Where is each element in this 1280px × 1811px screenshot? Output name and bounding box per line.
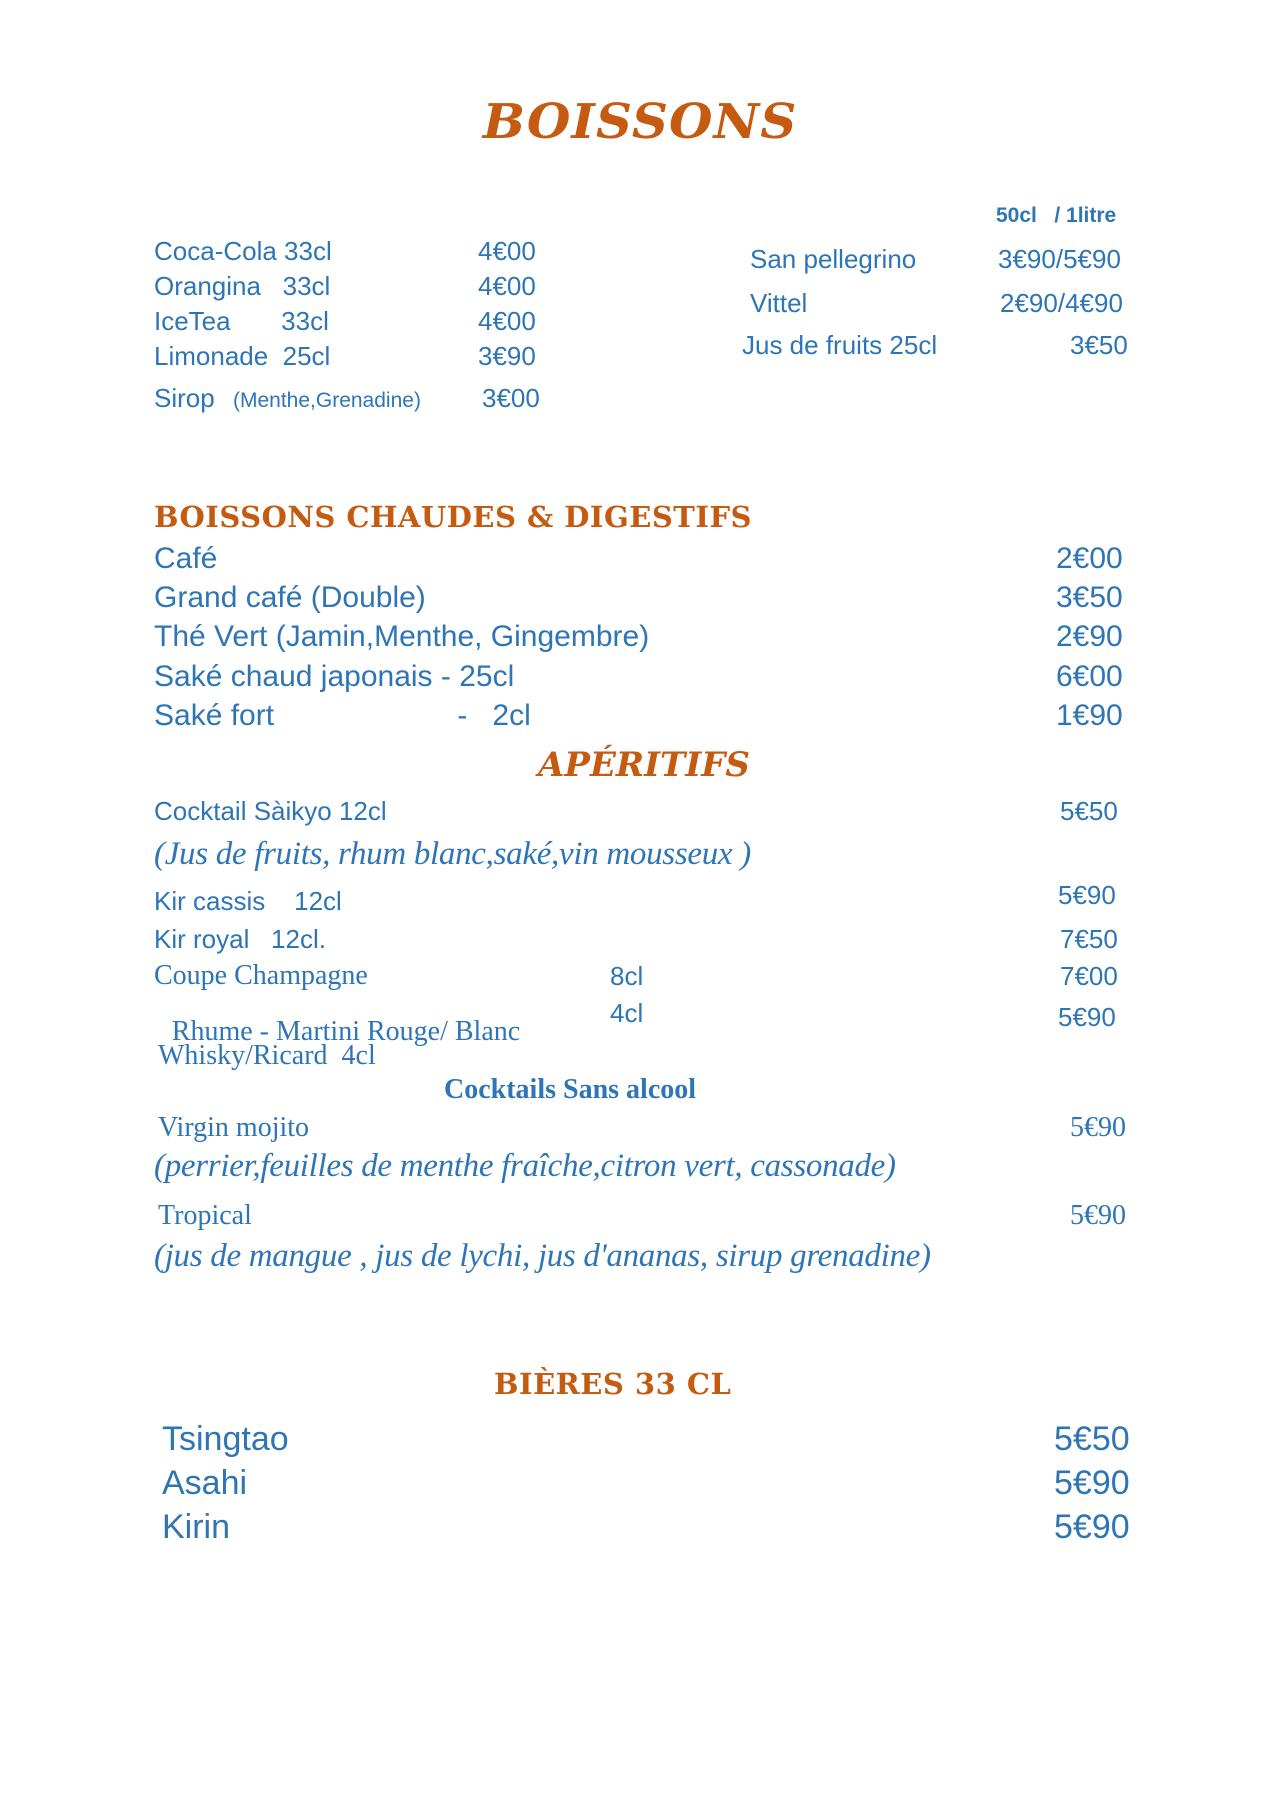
menu-item-price: 7€00 — [1060, 961, 1118, 991]
menu-item-price: 4€00 — [478, 306, 536, 336]
menu-item-price: 2€00 — [1056, 542, 1123, 575]
menu-item-description: (jus de mangue , jus de lychi, jus d'ananas, sirup grenadine) — [154, 1238, 931, 1274]
menu-item-name: Kir royal 12cl. — [154, 924, 326, 954]
menu-item-price: 4€00 — [478, 236, 536, 266]
menu-item-name: Coupe Champagne — [154, 960, 368, 991]
menu-item-price: 5€90 — [1054, 1464, 1130, 1502]
menu-item-name: Saké chaud japonais - 25cl — [154, 660, 515, 693]
menu-item-price: 5€90 — [1058, 880, 1116, 910]
menu-item-price: 5€50 — [1054, 1420, 1130, 1458]
menu-item-name: Jus de fruits 25cl — [742, 330, 938, 360]
section-heading: Cocktails Sans alcool — [444, 1074, 697, 1105]
section-heading: APÉRITIFS — [538, 745, 750, 785]
menu-item-price: 3€90 — [478, 341, 536, 371]
menu-item-volume: 8cl — [610, 961, 644, 991]
menu-item-name: Tsingtao — [162, 1420, 289, 1458]
menu-item-description: (perrier,feuilles de menthe fraîche,citron vert, cassonade) — [154, 1148, 896, 1184]
menu-item-name: Sirop — [154, 383, 215, 413]
menu-item-name: Saké fort - 2cl — [154, 699, 531, 732]
menu-item-price: 5€90 — [1070, 1200, 1126, 1231]
menu-item-price: 2€90 — [1056, 620, 1123, 653]
section-heading: BOISSONS CHAUDES & DIGESTIFS — [154, 500, 752, 534]
menu-item-name: Vittel — [750, 288, 808, 318]
menu-item-price: 5€90 — [1070, 1112, 1126, 1143]
menu-item-name: Grand café (Double) — [154, 581, 426, 614]
menu-item-detail: (Menthe,Grenadine) — [233, 389, 421, 412]
menu-item-name: Coca-Cola 33cl — [154, 236, 332, 266]
menu-item-price: 3€00 — [482, 383, 540, 413]
menu-item-volume: 4cl — [610, 998, 644, 1028]
menu-item-price: 5€90 — [1058, 1002, 1116, 1032]
menu-item-price: 4€00 — [478, 271, 536, 301]
menu-item-name: Cocktail Sàikyo 12cl — [154, 796, 387, 826]
menu-item-name: Limonade 25cl — [154, 341, 331, 371]
menu-item-price: 5€90 — [1054, 1508, 1130, 1546]
menu-item-price: 3€90/5€90 — [998, 244, 1121, 274]
menu-item-name: IceTea 33cl — [154, 306, 329, 336]
menu-item-price: 6€00 — [1056, 660, 1123, 693]
menu-item-name: Asahi — [162, 1464, 248, 1502]
menu-item-name: Tropical — [158, 1200, 252, 1231]
menu-item-name: San pellegrino — [750, 244, 917, 274]
menu-item-name: Virgin mojito — [158, 1112, 310, 1143]
menu-item-price: 1€90 — [1056, 699, 1123, 732]
size-header: 50cl / 1litre — [996, 204, 1117, 227]
menu-item-name: Café — [154, 542, 218, 575]
menu-item-price: 3€50 — [1070, 330, 1128, 360]
menu-item-price: 2€90/4€90 — [1000, 288, 1123, 318]
menu-item-description: (Jus de fruits, rhum blanc,saké,vin mousseux ) — [154, 836, 751, 872]
menu-item-name: Whisky/Ricard 4cl — [158, 1040, 376, 1071]
page-title: BOISSONS — [482, 93, 798, 150]
menu-item-name-text: Rhume - Martini Rouge/ Blanc — [171, 1016, 521, 1047]
section-heading: BIÈRES 33 CL — [494, 1367, 732, 1401]
menu-item-name: Orangina 33cl — [154, 271, 331, 301]
menu-item-name: Kir cassis 12cl — [154, 886, 342, 916]
menu-item-price: 7€50 — [1060, 924, 1118, 954]
menu-item-name: Thé Vert (Jamin,Menthe, Gingembre) — [154, 620, 650, 653]
menu-item-price: 3€50 — [1056, 581, 1123, 614]
menu-item-price: 5€50 — [1060, 796, 1118, 826]
menu-item-name: Kirin — [162, 1508, 231, 1546]
